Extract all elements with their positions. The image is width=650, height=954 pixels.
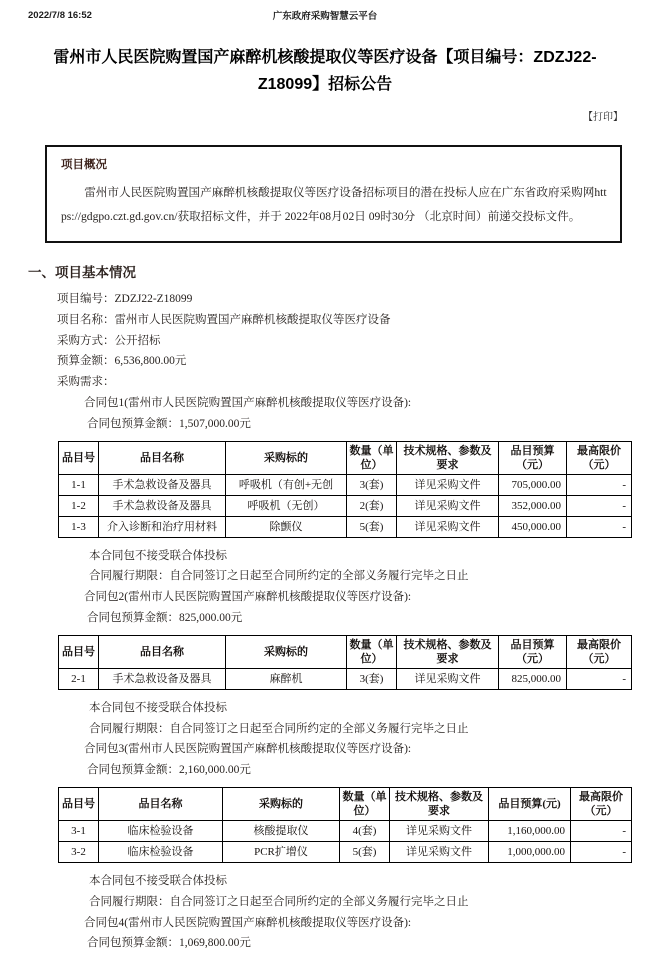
package-budget: 合同包预算金额：825,000.00元	[87, 611, 243, 624]
table-row	[59, 495, 632, 516]
cell-quantity: 2(套)	[347, 495, 397, 516]
header-procurement-target: 采购标的	[226, 441, 347, 474]
items-table-package-2	[58, 635, 632, 690]
header-item-budget: 品目预算（元）	[499, 635, 567, 668]
header-specs: 技术规格、参数及要求	[390, 787, 489, 820]
cell-item-budget: 352,000.00	[499, 495, 567, 516]
table-header-row	[59, 635, 632, 668]
cell-price-limit: -	[567, 474, 632, 495]
cell-item-no: 1-1	[59, 474, 99, 495]
table-row	[59, 516, 632, 537]
header-procurement-target: 采购标的	[223, 787, 340, 820]
header-item-no: 品目号	[59, 787, 99, 820]
cell-item-name: 临床检验设备	[99, 820, 223, 841]
cell-procurement-target: 呼吸机（有创+无创	[226, 474, 347, 495]
package-2	[0, 587, 650, 739]
package-title: 合同包3(雷州市人民医院购置国产麻醉机核酸提取仪等医疗设备):	[84, 743, 412, 756]
cell-quantity: 5(套)	[347, 516, 397, 537]
cell-item-budget: 1,160,000.00	[489, 820, 571, 841]
package-budget: 合同包预算金额：1,507,000.00元	[87, 417, 251, 430]
header-item-budget: 品目预算（元）	[499, 441, 567, 474]
package-title: 合同包2(雷州市人民医院购置国产麻醉机核酸提取仪等医疗设备):	[84, 591, 412, 604]
package-note-performance-period: 合同履行期限：自合同签订之日起至合同所约定的全部义务履行完毕之日止	[89, 722, 469, 735]
cell-price-limit: -	[567, 495, 632, 516]
cell-item-name: 手术急救设备及器具	[99, 668, 226, 689]
cell-specs: 详见采购文件	[397, 495, 499, 516]
cell-procurement-target: 除颤仪	[226, 516, 347, 537]
cell-specs: 详见采购文件	[390, 841, 489, 862]
cell-item-name: 临床检验设备	[99, 841, 223, 862]
project-overview-box	[45, 145, 622, 243]
field-project-name: 项目名称：雷州市人民医院购置国产麻醉机核酸提取仪等医疗设备	[57, 313, 391, 326]
package-4	[0, 913, 650, 954]
header-item-no: 品目号	[59, 635, 99, 668]
package-note-no-consortium: 本合同包不接受联合体投标	[89, 701, 227, 714]
header-quantity: 数量（单位）	[347, 635, 397, 668]
cell-item-budget: 705,000.00	[499, 474, 567, 495]
cell-quantity: 3(套)	[347, 474, 397, 495]
cell-procurement-target: 麻醉机	[226, 668, 347, 689]
package-note-performance-period: 合同履行期限：自合同签订之日起至合同所约定的全部义务履行完毕之日止	[89, 570, 469, 583]
field-procurement-demand: 采购需求：	[57, 376, 115, 389]
cell-price-limit: -	[567, 516, 632, 537]
section-heading-basic-info: 一、项目基本情况	[28, 265, 136, 280]
cell-procurement-target: PCR扩增仪	[223, 841, 340, 862]
package-title: 合同包4(雷州市人民医院购置国产麻醉机核酸提取仪等医疗设备):	[84, 916, 412, 929]
header-item-name: 品目名称	[99, 787, 223, 820]
header-quantity: 数量（单位）	[347, 441, 397, 474]
table-row	[59, 820, 632, 841]
cell-price-limit: -	[567, 668, 632, 689]
cell-item-no: 1-3	[59, 516, 99, 537]
cell-price-limit: -	[571, 820, 632, 841]
cell-quantity: 3(套)	[347, 668, 397, 689]
header-specs: 技术规格、参数及要求	[397, 441, 499, 474]
cell-specs: 详见采购文件	[397, 516, 499, 537]
package-note-no-consortium: 本合同包不接受联合体投标	[89, 874, 227, 887]
header-price-limit: 最高限价（元）	[571, 787, 632, 820]
cell-procurement-target: 核酸提取仪	[223, 820, 340, 841]
overview-label: 项目概况	[61, 159, 107, 171]
table-header-row	[59, 787, 632, 820]
print-button-row	[0, 108, 650, 123]
site-name: 广东政府采购智慧云平台	[272, 11, 378, 22]
cell-item-no: 3-1	[59, 820, 99, 841]
page-title: 雷州市人民医院购置国产麻醉机核酸提取仪等医疗设备【项目编号：ZDZJ22-Z18099】招标公告	[53, 49, 597, 93]
cell-item-budget: 450,000.00	[499, 516, 567, 537]
table-row	[59, 668, 632, 689]
table-row	[59, 841, 632, 862]
field-budget-amount: 预算金额：6,536,800.00元	[57, 355, 187, 368]
cell-item-no: 1-2	[59, 495, 99, 516]
cell-specs: 详见采购文件	[397, 668, 499, 689]
table-header-row	[59, 441, 632, 474]
items-table-package-3	[58, 787, 632, 863]
header-item-no: 品目号	[59, 441, 99, 474]
cell-item-name: 手术急救设备及器具	[99, 474, 226, 495]
overview-paragraph: 雷州市人民医院购置国产麻醉机核酸提取仪等医疗设备招标项目的潜在投标人应在广东省政府采购网https://gdgpo.czt.gd.gov.cn/获取招标文件，并于 2022年08月02日 09时30分 （北京时间）前递交投标文件。	[61, 186, 607, 223]
package-budget: 合同包预算金额：2,160,000.00元	[87, 764, 251, 777]
cell-price-limit: -	[571, 841, 632, 862]
cell-procurement-target: 呼吸机（无创）	[226, 495, 347, 516]
package-3	[0, 739, 650, 912]
package-note-performance-period: 合同履行期限：自合同签订之日起至合同所约定的全部义务履行完毕之日止	[89, 895, 469, 908]
field-project-number: 项目编号：ZDZJ22-Z18099	[57, 293, 193, 305]
cell-specs: 详见采购文件	[397, 474, 499, 495]
cell-specs: 详见采购文件	[390, 820, 489, 841]
cell-item-no: 3-2	[59, 841, 99, 862]
cell-quantity: 5(套)	[340, 841, 390, 862]
package-budget: 合同包预算金额：1,069,800.00元	[87, 937, 251, 950]
header-item-name: 品目名称	[99, 441, 226, 474]
print-header	[0, 0, 650, 22]
header-item-budget: 品目预算(元)	[489, 787, 571, 820]
cell-item-name: 介入诊断和治疗用材料	[99, 516, 226, 537]
cell-item-name: 手术急救设备及器具	[99, 495, 226, 516]
cell-item-no: 2-1	[59, 668, 99, 689]
header-specs: 技术规格、参数及要求	[397, 635, 499, 668]
header-price-limit: 最高限价（元）	[567, 441, 632, 474]
header-procurement-target: 采购标的	[226, 635, 347, 668]
package-1	[0, 393, 650, 587]
items-table-package-1	[58, 441, 632, 538]
header-item-name: 品目名称	[99, 635, 226, 668]
header-quantity: 数量（单位）	[340, 787, 390, 820]
print-button[interactable]: 【打印】	[583, 112, 623, 123]
cell-quantity: 4(套)	[340, 820, 390, 841]
field-procurement-method: 采购方式：公开招标	[57, 334, 161, 347]
cell-item-budget: 1,000,000.00	[489, 841, 571, 862]
table-row	[59, 474, 632, 495]
package-title: 合同包1(雷州市人民医院购置国产麻醉机核酸提取仪等医疗设备):	[84, 396, 412, 409]
header-price-limit: 最高限价（元）	[567, 635, 632, 668]
print-timestamp: 2022/7/8 16:52	[28, 9, 92, 21]
cell-item-budget: 825,000.00	[499, 668, 567, 689]
package-note-no-consortium: 本合同包不接受联合体投标	[89, 549, 227, 562]
